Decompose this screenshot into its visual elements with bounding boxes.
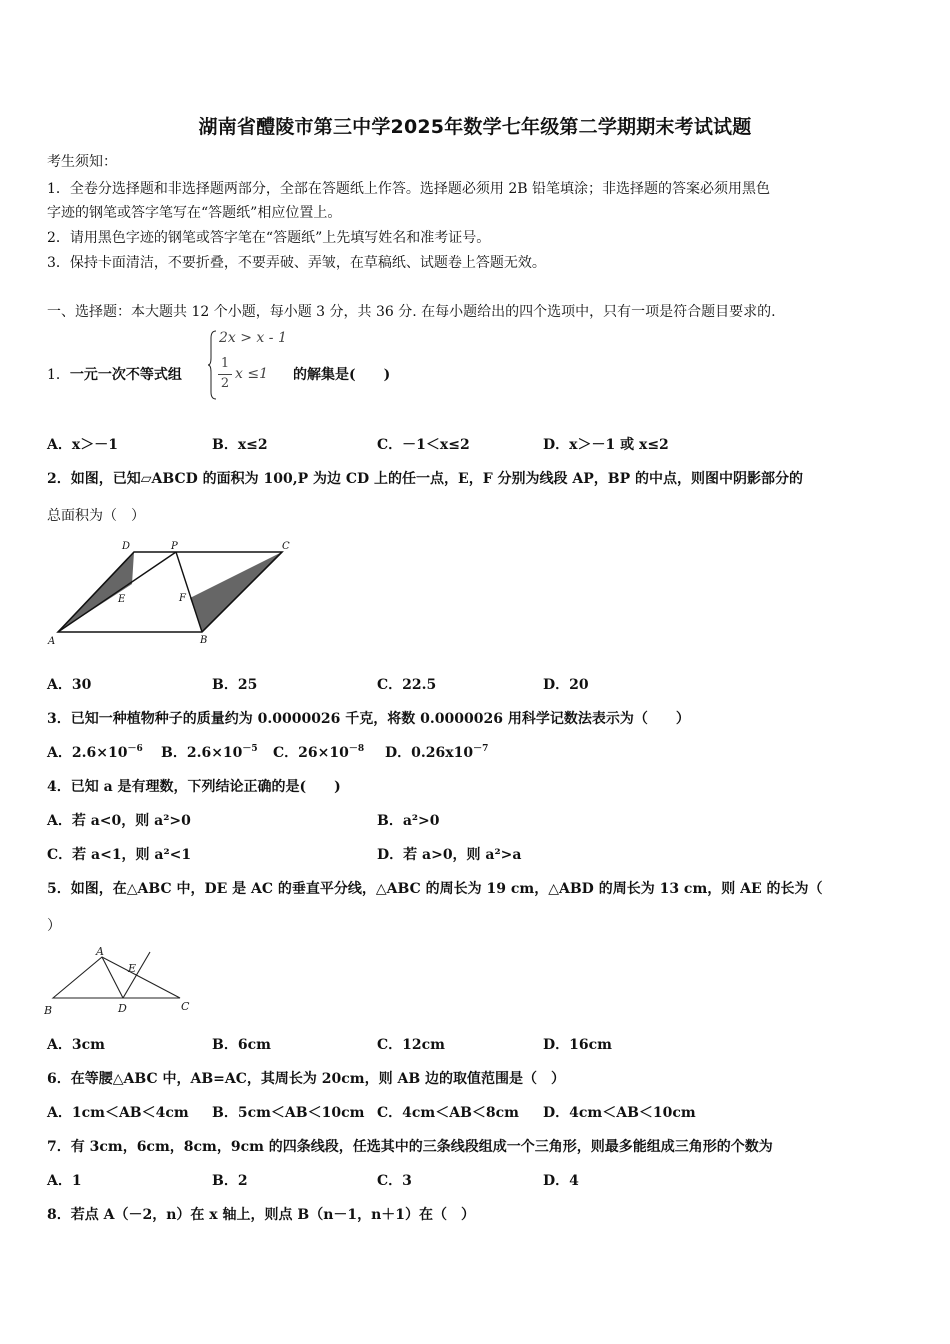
- q1-number: 1．: [47, 367, 70, 383]
- q4-option-b: B．a²>0: [377, 813, 440, 829]
- parallelogram-figure: [44, 536, 304, 648]
- q1-option-d: D．x＞－1 或 x≤2: [543, 437, 669, 453]
- q1-stem: [47, 366, 182, 384]
- q3-option-c-exp: －8: [348, 744, 365, 754]
- q7-option-a: A．1: [47, 1173, 82, 1189]
- q3-stem: 3．已知一种植物种子的质量约为 0.0000026 千克，将数 0.0000026 用科学记数法表示为（ ）: [47, 711, 690, 727]
- parallelogram-outline: [58, 552, 282, 632]
- q7-option-d: D．4: [543, 1173, 579, 1189]
- q4-option-c: C．若 a<1，则 a²<1: [47, 847, 192, 863]
- label-b: B: [44, 1004, 53, 1017]
- q4-stem: 4．已知 a 是有理数，下列结论正确的是( ): [47, 779, 341, 795]
- q2-option-a: A．30: [47, 677, 92, 693]
- shaded-triangle-right: [190, 552, 282, 632]
- q5-stem-line2: ）: [47, 918, 61, 934]
- q1-option-c: C．－1＜x≤2: [377, 437, 470, 453]
- label-f: F: [179, 593, 186, 604]
- q3-option-d-exp: －7: [473, 744, 489, 754]
- notice-heading: 考生须知：: [47, 154, 117, 170]
- label-c: C: [282, 541, 290, 552]
- segment-ap: [58, 552, 176, 632]
- q6-option-a: A．1cm＜AB＜4cm: [47, 1105, 189, 1121]
- q1-sys-line2: x ≤1: [235, 366, 268, 382]
- q5-option-c: C．12cm: [377, 1037, 445, 1053]
- q1-sys-line1: 2x > x - 1: [219, 330, 287, 346]
- q5-option-b: B．6cm: [212, 1037, 271, 1053]
- q7-option-b: B．2: [212, 1173, 248, 1189]
- q8-stem: 8．若点 A（－2，n）在 x 轴上，则点 B（n－1，n＋1）在（ ）: [47, 1207, 476, 1223]
- label-a: A: [48, 636, 56, 647]
- q2-stem-line1: 2．如图，已知▱ABCD 的面积为 100,P 为边 CD 上的任一点，E，F 分别为线段 AP，BP 的中点，则图中阴影部分的: [47, 471, 804, 487]
- q1-option-a: A．x＞－1: [47, 437, 118, 453]
- q2-option-c: C．22.5: [377, 677, 437, 693]
- q1-frac-num: 1: [220, 356, 230, 371]
- q3-option-b-text: B．2.6×10: [161, 745, 243, 761]
- q2-option-b: B．25: [212, 677, 258, 693]
- label-b: B: [200, 635, 208, 646]
- q3-option-b-exp: －5: [242, 744, 258, 754]
- q7-stem: 7．有 3cm，6cm，8cm，9cm 的四条线段，任选其中的三条线段组成一个三角形，则最多能组成三角形的个数为: [47, 1139, 773, 1155]
- label-d: D: [122, 541, 131, 552]
- q1-option-b: B．x≤2: [212, 437, 268, 453]
- q7-option-c: C．3: [377, 1173, 412, 1189]
- q1-inequality-system: [207, 330, 287, 404]
- q6-stem: 6．在等腰△ABC 中，AB=AC，其周长为 20cm，则 AB 边的取值范围是（ ）: [47, 1071, 566, 1087]
- q2-option-d: D．20: [543, 677, 589, 693]
- q3-option-a-exp: －6: [127, 744, 143, 754]
- q5-option-d: D．16cm: [543, 1037, 612, 1053]
- triangle-figure: [44, 944, 192, 1018]
- q1-stem-end: 的解集是( ): [293, 367, 391, 383]
- q1-frac-den: 2: [220, 376, 230, 391]
- notice-item-2: 2．请用黑色字迹的钢笔或答字笔在“答题纸”上先填写姓名和准考证号。: [47, 230, 491, 246]
- label-c: C: [181, 1000, 190, 1013]
- q5-option-a: A．3cm: [47, 1037, 105, 1053]
- page-title: 湖南省醴陵市第三中学2025年数学七年级第二学期期末考试试题: [198, 116, 752, 138]
- q1-stem-text: 一元一次不等式组: [69, 367, 182, 383]
- q4-option-a: A．若 a<0，则 a²>0: [47, 813, 191, 829]
- label-e: E: [128, 962, 137, 975]
- q2-stem-line2: 总面积为（ ）: [47, 508, 145, 524]
- q3-option-a: [47, 744, 143, 764]
- q4-option-d: D．若 a>0，则 a²>a: [377, 847, 522, 863]
- q3-option-a-text: A．2.6×10: [47, 745, 128, 761]
- q3-option-c: [273, 744, 364, 764]
- q3-option-d-text: D．0.26x10: [385, 745, 474, 761]
- segment-pb: [176, 552, 202, 632]
- q6-option-d: D．4cm＜AB＜10cm: [543, 1105, 696, 1121]
- q5-stem-line1: 5．如图，在△ABC 中，DE 是 AC 的垂直平分线，△ABC 的周长为 19 cm，△ABD 的周长为 13 cm，则 AE 的长为（: [47, 881, 823, 897]
- section-heading: 一、选择题：本大题共 12 个小题，每小题 3 分，共 36 分. 在每小题给出的四个选项中，只有一项是符合题目要求的.: [47, 304, 776, 320]
- q3-option-d: [385, 744, 488, 764]
- label-a: A: [96, 945, 104, 958]
- q6-option-b: B．5cm＜AB＜10cm: [212, 1105, 365, 1121]
- notice-item-1b: 字迹的钢笔或答字笔写在“答题纸”相应位置上。: [47, 205, 342, 221]
- notice-item-3: 3．保持卡面清洁，不要折叠，不要弄破、弄皱，在草稿纸、试题卷上答题无效。: [47, 255, 546, 271]
- label-e: E: [118, 594, 126, 605]
- q3-option-c-text: C．26×10: [273, 745, 349, 761]
- q3-option-b: [161, 744, 258, 764]
- brace-icon: [207, 330, 217, 400]
- q1-frac-bar: [218, 374, 232, 375]
- q6-option-c: C．4cm＜AB＜8cm: [377, 1105, 519, 1121]
- label-p: P: [171, 541, 178, 552]
- notice-item-1a: 1．全卷分选择题和非选择题两部分，全部在答题纸上作答。选择题必须用 2B 铅笔填涂；非选择题的答案必须用黑色: [47, 181, 770, 197]
- label-d: D: [118, 1002, 127, 1015]
